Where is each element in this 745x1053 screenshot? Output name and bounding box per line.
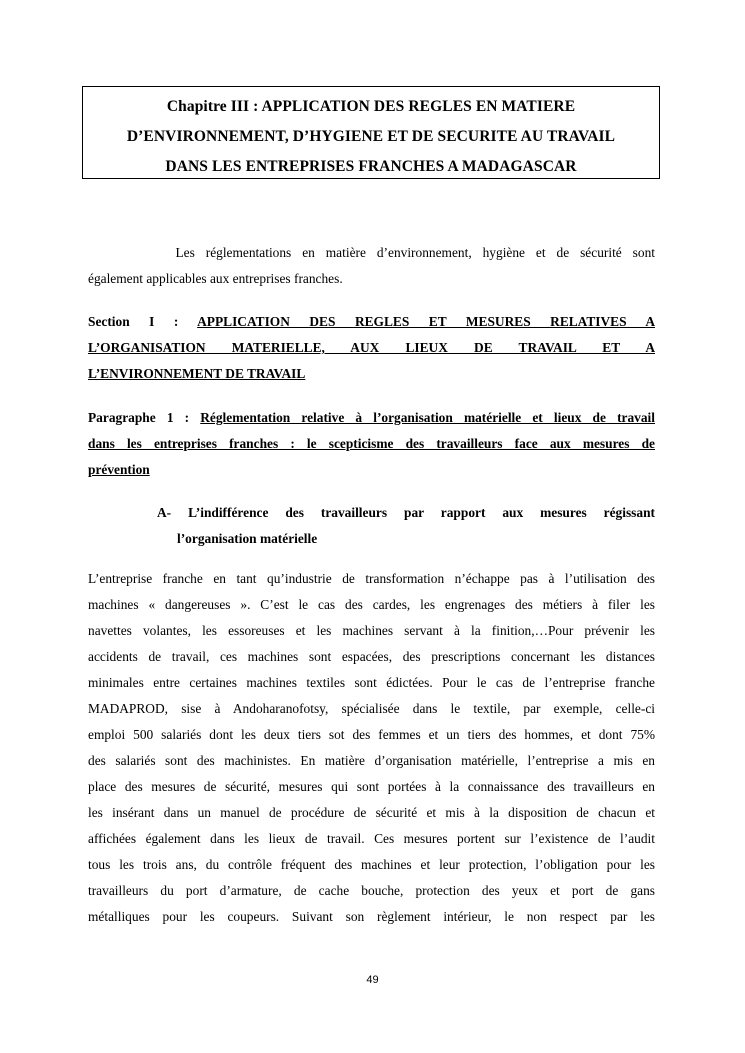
intro-line: également applicables aux entreprises franches. [88,271,343,286]
paragraph-heading [88,405,655,483]
chapter-title-line: D’ENVIRONNEMENT, D’HYGIENE ET DE SECURITE AU TRAVAIL [126,128,616,145]
body-line: travailleurs du port d’armature, de cache bouche, protection des yeux et port de gans [88,883,655,898]
body-line: affichées également dans les lieux de travail. Ces mesures portent sur l’existence de l’audit [88,831,655,846]
intro-line: Les réglementations en matière d’environnement, hygiène et de sécurité sont [88,245,655,260]
body-line: L’entreprise franche en tant qu’industrie de transformation n’échappe pas à l’utilisation des [88,571,655,586]
paragraph-prefix: Paragraphe 1 : [88,410,201,425]
section-prefix: Section I : [88,314,198,329]
body-line: tous les trois ans, du contrôle fréquent des machines et leur protection, l’obligation pour les [88,857,655,872]
subheading-a [157,500,655,552]
body-line: emploi 500 salariés dont les deux tiers sot des femmes et un tiers des hommes, et dont 75% [88,727,655,742]
section-title-line: L’ENVIRONNEMENT DE TRAVAIL [88,366,306,381]
paragraph-title-line: Réglementation relative à l’organisation matérielle et lieux de travail [200,410,655,425]
subheading-line: l’organisation matérielle [177,531,318,546]
page-number: 49 [366,974,379,986]
body-line: métalliques pour les coupeurs. Suivant son règlement intérieur, le non respect par les [88,909,655,924]
body-line: machines « dangereuses ». C’est le cas des cardes, les engrenages des métiers à filer les [88,597,655,612]
subheading-line: A- L’indifférence des travailleurs par rapport aux mesures régissant [157,505,655,520]
body-line: des salariés sont des machinistes. En matière d’organisation matérielle, l’entreprise a mis en [88,753,655,768]
body-line: minimales entre certaines machines textiles sont édictées. Pour le cas de l’entreprise franche [88,675,655,690]
body-line: place des mesures de sécurité, mesures qui sont portées à la connaissance des travailleurs en [88,779,655,794]
section-heading [88,309,655,387]
paragraph-title-line: prévention [88,462,150,477]
chapter-title-box [82,86,660,179]
section-title-line: L’ORGANISATION MATERIELLE, AUX LIEUX DE TRAVAIL ET A [88,340,655,355]
body-line: accidents de travail, ces machines sont espacées, des prescriptions concernant les distances [88,649,655,664]
paragraph-title-line: dans les entreprises franches : le scepticisme des travailleurs face aux mesures de [88,436,655,451]
body-paragraph [88,566,655,930]
chapter-title-line: Chapitre III : APPLICATION DES REGLES EN MATIERE [166,98,576,115]
intro-paragraph [88,240,655,292]
section-title-line: APPLICATION DES REGLES ET MESURES RELATIVES A [197,314,655,329]
body-line: navettes volantes, les essoreuses et les machines servant à la finition,…Pour prévenir les [88,623,655,638]
chapter-title-line: DANS LES ENTREPRISES FRANCHES A MADAGASCAR [165,158,577,175]
body-line: MADAPROD, sise à Andoharanofotsy, spécialisée dans le textile, par exemple, celle-ci [88,701,655,716]
body-line: les insérant dans un manuel de procédure de sécurité et mis à la disposition de chacun et [88,805,655,820]
